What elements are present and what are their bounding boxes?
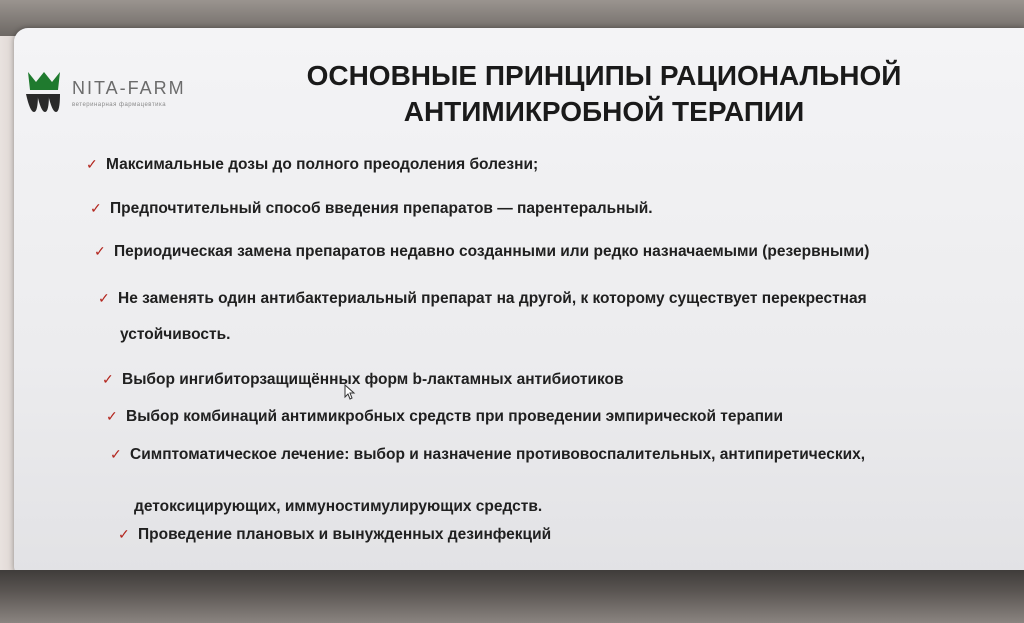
bullet-text: Симптоматическое лечение: выбор и назначение противовоспалительных, антипиретических, bbox=[130, 446, 866, 463]
bullet-continuation: устойчивость. bbox=[120, 326, 231, 343]
title-line-2: АНТИМИКРОБНОЙ ТЕРАПИИ bbox=[403, 96, 805, 127]
bullet-item bbox=[106, 408, 783, 426]
bullet-item bbox=[110, 446, 865, 464]
bullet-item bbox=[102, 371, 624, 389]
checkmark-icon: ✓ bbox=[90, 200, 102, 216]
bullet-continuation: детоксицирующих, иммуностимулирующих средств. bbox=[134, 498, 543, 515]
nita-farm-logo bbox=[22, 68, 202, 118]
bullet-text: Предпочтительный способ введения препаратов — парентеральный. bbox=[110, 200, 653, 217]
monitor-bottom-bezel bbox=[0, 570, 1024, 623]
slide-title bbox=[264, 58, 944, 130]
bullet-text: Выбор ингибиторзащищённых форм b-лактамных антибиотиков bbox=[122, 371, 624, 388]
checkmark-icon: ✓ bbox=[106, 408, 118, 424]
bullet-text: Максимальные дозы до полного преодоления болезни; bbox=[106, 156, 539, 173]
bullet-item bbox=[90, 200, 653, 218]
logo-tagline: ветеринарная фармацевтика bbox=[72, 102, 167, 108]
checkmark-icon: ✓ bbox=[102, 371, 114, 387]
checkmark-icon: ✓ bbox=[86, 156, 98, 172]
presentation-slide bbox=[14, 28, 1024, 576]
bullet-text: Выбор комбинаций антимикробных средств при проведении эмпирической терапии bbox=[126, 408, 783, 425]
checkmark-icon: ✓ bbox=[94, 243, 106, 259]
checkmark-icon: ✓ bbox=[118, 526, 130, 542]
bullet-item bbox=[98, 290, 867, 308]
logo-name: NITA-FARM bbox=[72, 78, 186, 98]
title-line-1: ОСНОВНЫЕ ПРИНЦИПЫ РАЦИОНАЛЬНОЙ bbox=[306, 60, 902, 91]
bullet-text: Периодическая замена препаратов недавно созданными или редко назначаемыми (резервными) bbox=[114, 243, 870, 260]
bullet-item bbox=[118, 526, 551, 544]
bullet-item bbox=[86, 156, 538, 174]
checkmark-icon: ✓ bbox=[110, 446, 122, 462]
bullet-text: Проведение плановых и вынужденных дезинфекций bbox=[138, 526, 552, 543]
bullet-item bbox=[94, 243, 869, 261]
bullet-text: Не заменять один антибактериальный препарат на другой, к которому существует перекрестная bbox=[118, 290, 867, 307]
checkmark-icon: ✓ bbox=[98, 290, 110, 306]
logo-mark-icon bbox=[22, 68, 66, 116]
mouse-cursor-icon bbox=[344, 384, 356, 400]
